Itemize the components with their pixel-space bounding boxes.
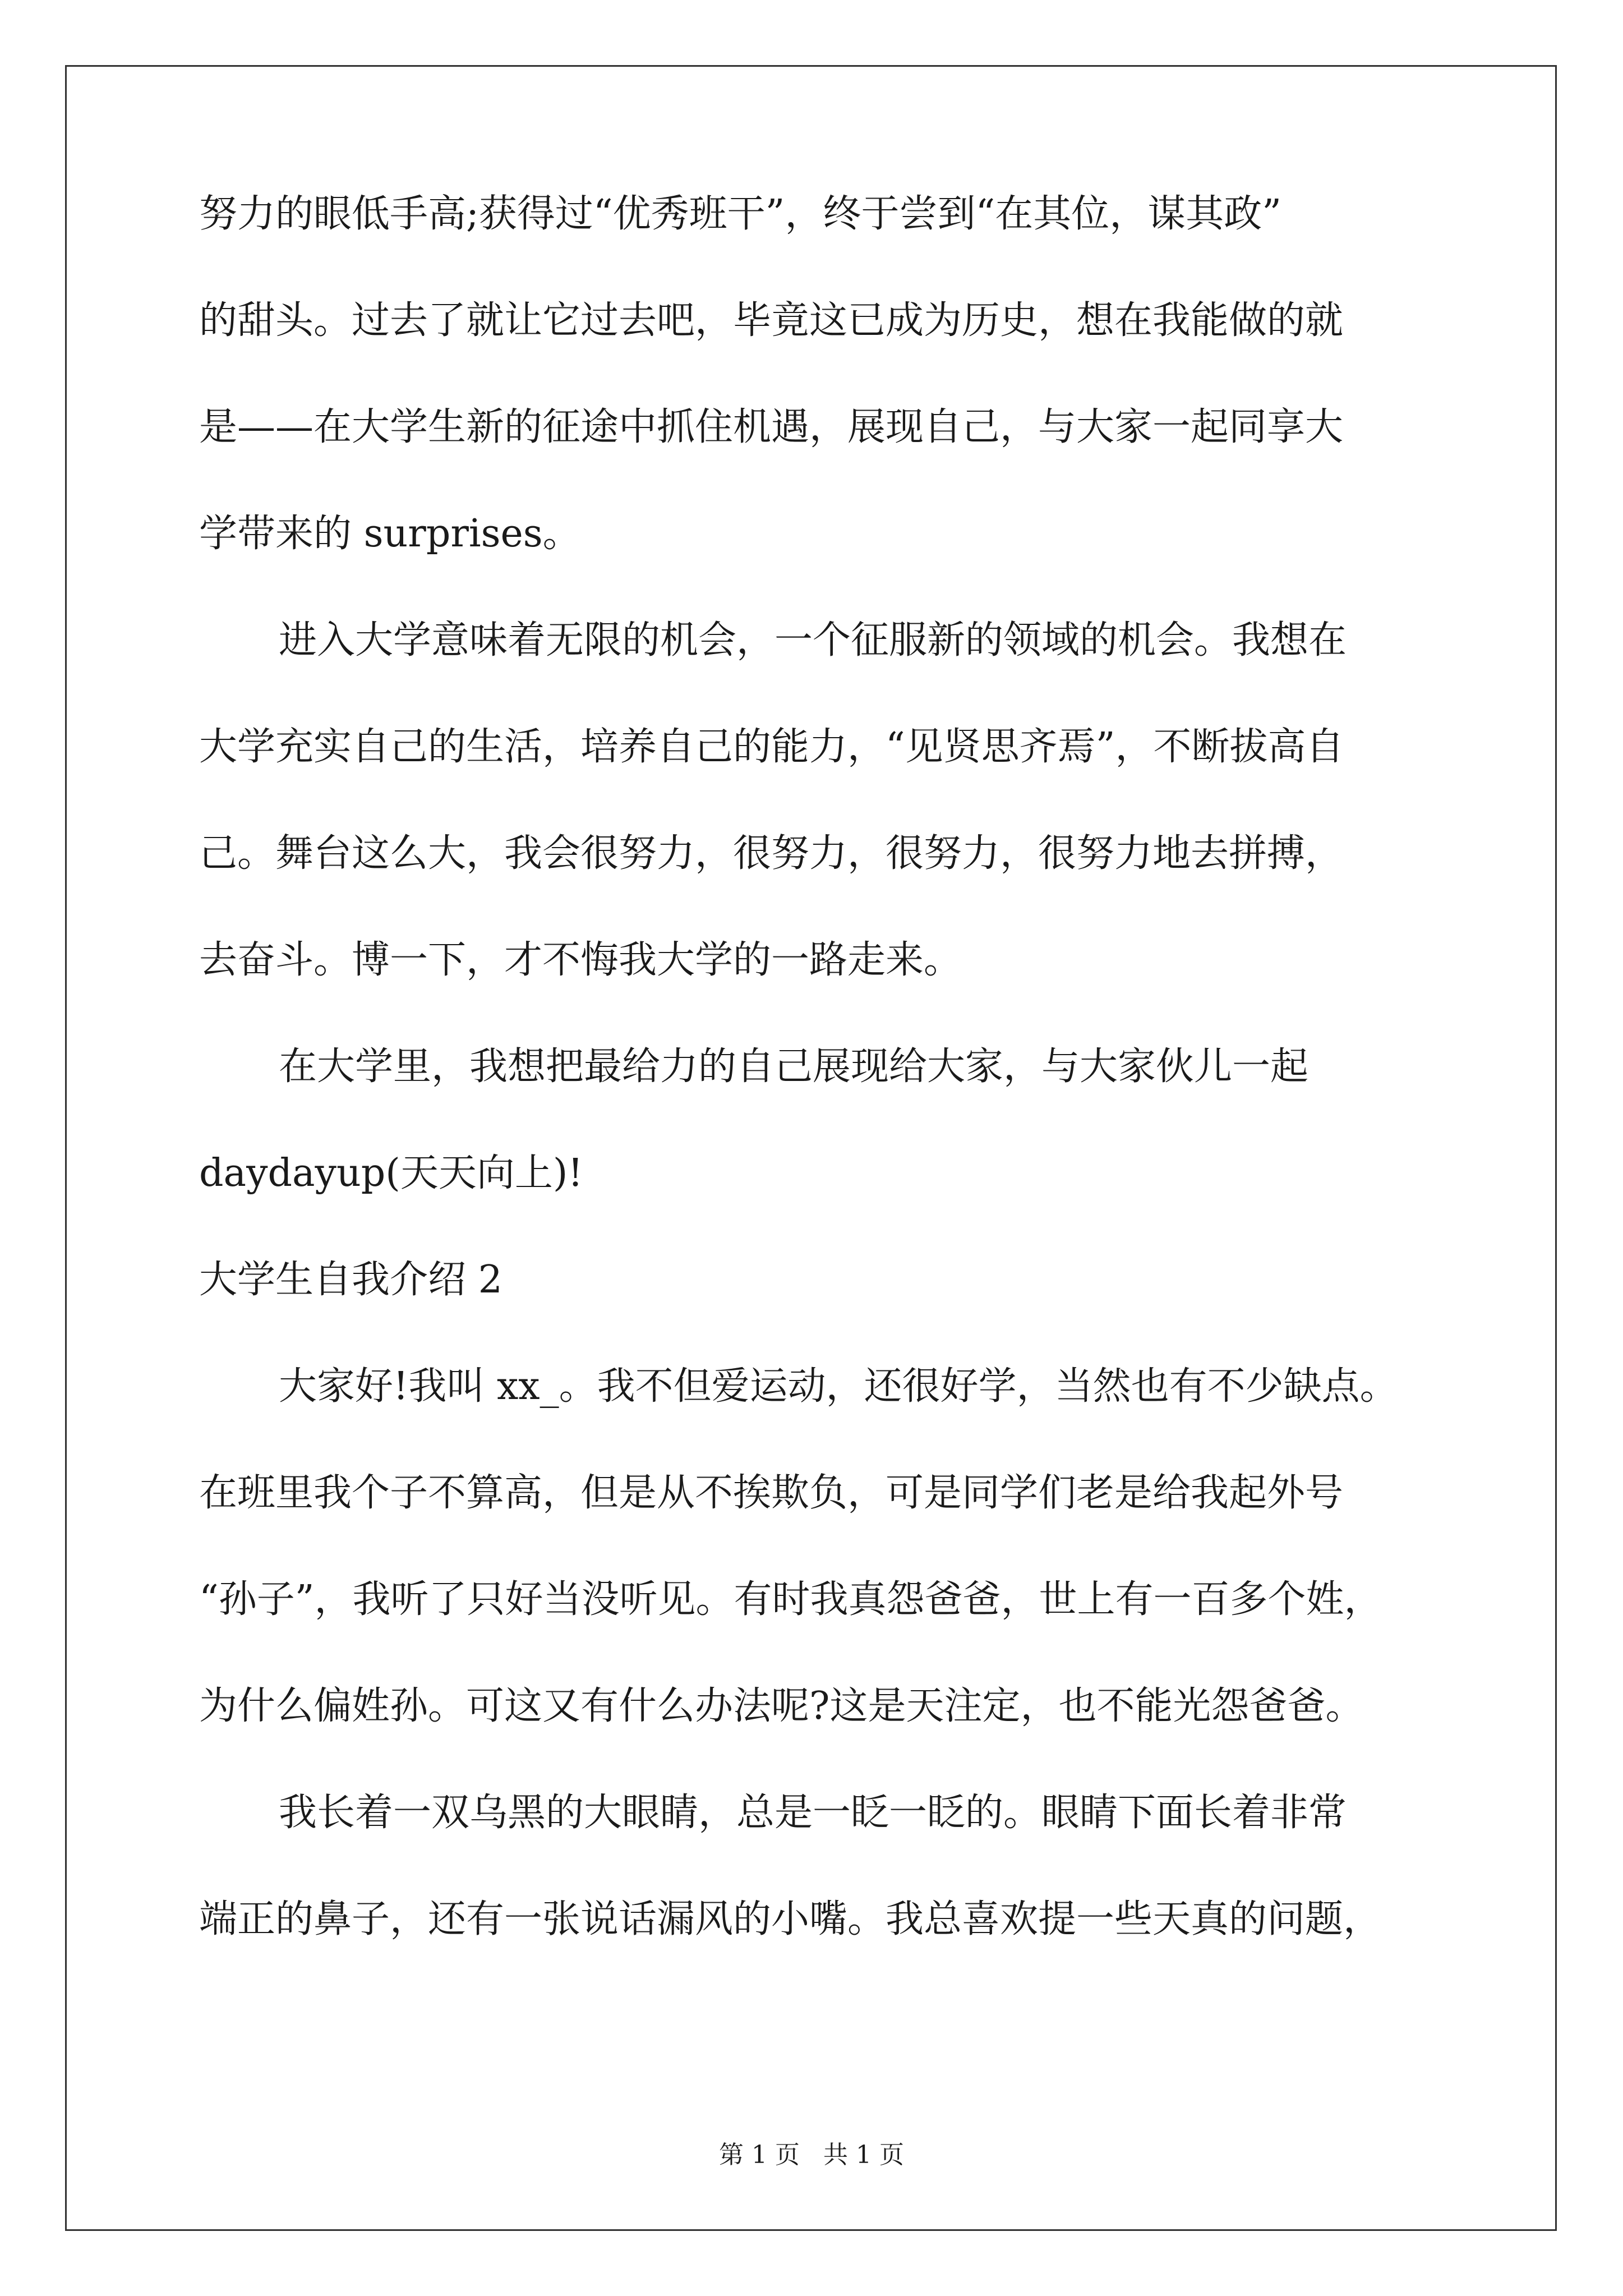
section-heading: 大学生自我介绍 2 (199, 1258, 502, 1302)
text-line: 端正的鼻子，还有一张说话漏风的小嘴。我总喜欢提一些天真的问题， (199, 1897, 1382, 1941)
paragraph-start-line: 进入大学意味着无限的机会，一个征服新的领域的机会。我想在 (279, 618, 1347, 662)
paragraph-start-line: 在大学里，我想把最给力的自己展现给大家，与大家伙儿一起 (279, 1045, 1309, 1089)
text-line: 去奋斗。博一下，才不悔我大学的一路走来。 (199, 938, 962, 982)
paragraph-start-line: 大家好!我叫 xx_。我不但爱运动，还很好学，当然也有不少缺点。 (279, 1364, 1398, 1409)
text-line: 在班里我个子不算高，但是从不挨欺负，可是同学们老是给我起外号 (199, 1471, 1344, 1515)
paragraph-start-line: 我长着一双乌黑的大眼睛，总是一眨一眨的。眼睛下面长着非常 (279, 1791, 1347, 1835)
text-line: 努力的眼低手高;获得过“优秀班干”，终于尝到“在其位，谋其政” (199, 192, 1281, 236)
text-line: 学带来的 surprises。 (199, 512, 581, 556)
text-line: 为什么偏姓孙。可这又有什么办法呢?这是天注定，也不能光怨爸爸。 (199, 1684, 1364, 1728)
text-line: “孙子”，我听了只好当没听见。有时我真怨爸爸，世上有一百多个姓， (199, 1577, 1382, 1622)
text-line: 是——在大学生新的征途中抓住机遇，展现自己，与大家一起同享大 (199, 405, 1344, 449)
text-line: daydayup(天天向上)! (199, 1151, 583, 1195)
text-line: 大学充实自己的生活，培养自己的能力，“见贤思齐焉”，不断拔高自 (199, 725, 1344, 769)
text-line: 己。舞台这么大，我会很努力，很努力，很努力，很努力地去拼搏， (199, 831, 1344, 876)
text-line: 的甜头。过去了就让它过去吧，毕竟这已成为历史，想在我能做的就 (199, 298, 1344, 343)
page-footer: 第 1 页 共 1 页 (719, 2141, 904, 2169)
